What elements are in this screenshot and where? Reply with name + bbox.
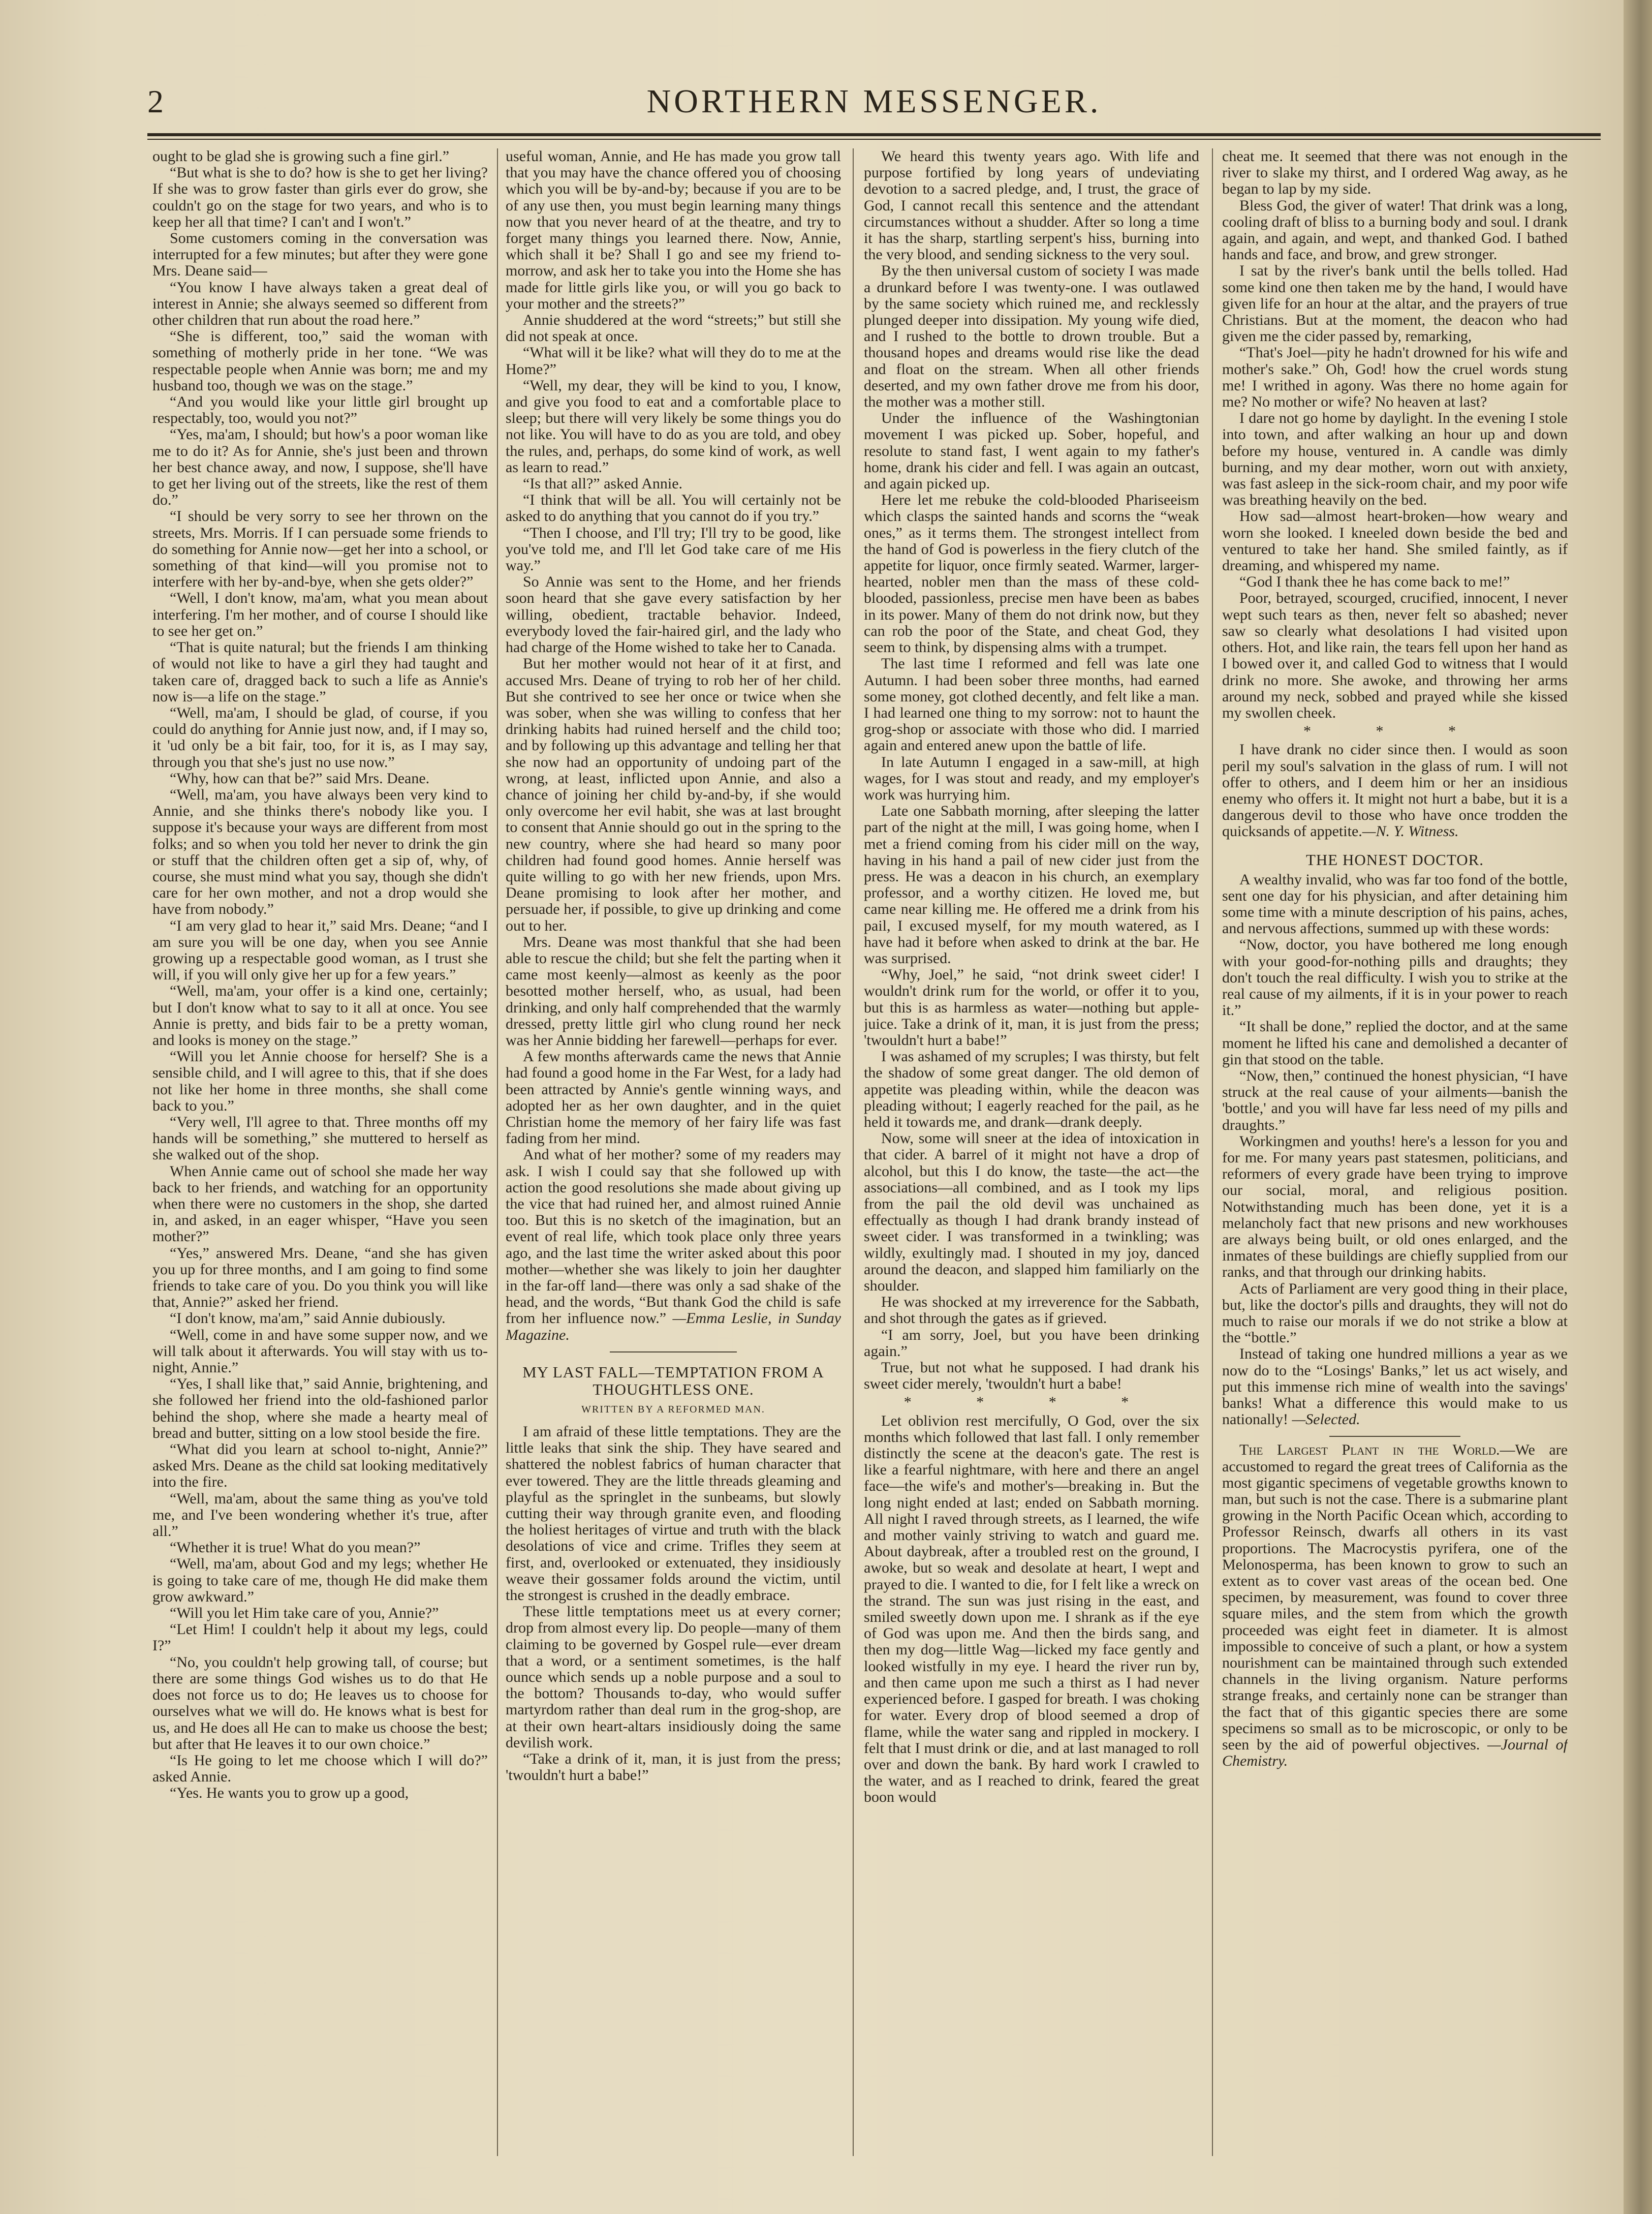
paragraph: “Well, ma'am, you have always been very kind to Annie, and she thinks there's nobody like you. I suppose it's because your ways are different from most folks; and so when you told her never to drink the gin or stuff that the children often get a sip of, why, of course, she must mind what you say, though she didn't care for her own mother, and not a drop would she have from nobody.” (152, 786, 488, 918)
column-2 (506, 148, 841, 2156)
article-title: MY LAST FALL—TEMPTATION FROM A THOUGHTLESS ONE. (522, 1363, 824, 1398)
paragraph: “And you would like your little girl brought up respectably, too, would you not?” (152, 393, 488, 427)
paragraph: He was shocked at my irreverence for the Sabbath, and shot through the gates as if grieved. (864, 1294, 1199, 1327)
paragraph: “I am very glad to hear it,” said Mrs. Deane; “and I am sure you will be one day, when you see Annie growing up a respectable good woman, as I trust she will, if you will only give her up for a few years.” (152, 917, 488, 983)
paragraph: I was ashamed of my scruples; I was thirsty, but felt the shadow of some great danger. The old demon of appetite was pleading within, while the deacon was pleading without; I eagerly reached for the pail, as he held it towards me, and drank—drank deeply. (864, 1048, 1199, 1130)
paper-title: NORTHERN MESSENGER. (646, 83, 1102, 120)
paragraph: A few months afterwards came the news that Annie had found a good home in the Far West, for a lady had been attracted by Annie's gentle winning ways, and adopted her as her own daughter, and in the quiet Christian home the memory of her fairy life was fast fading from her mind. (506, 1048, 841, 1147)
column-divider (853, 148, 854, 2156)
paragraph: Poor, betrayed, scourged, crucified, innocent, I never wept such tears as then, never felt so abashed; never saw so clearly what desolations I had visited upon others. Hot, and like rain, the tears fell upon her hand as I bowed over it, and called God to witness that I would drink no more. She awoke, and throwing her arms around my neck, sobbed and prayed while she kissed my swollen cheek. (1222, 590, 1568, 721)
paragraph: Let oblivion rest mercifully, O God, over the six months which followed that last fall. I only remember distinctly the scene at the deacon's gate. The rest is like a fearful nightmare, with here and there an angel face—the wife's and mother's—breaking in. But the long night ended at last; ended on Sabbath morning. All night I raved through streets, as I learned, the wife and mother vainly striving to watch and guard me. About daybreak, after a troubled rest on the ground, I awoke, but so weak and desolate at heart, I wept and prayed to die. I wanted to die, for I felt like a wreck on the strand. The sun was just rising in the east, and smiled sweetly down upon me. I shrank as if the eye of God was upon me. And then the birds sang, and then my dog—little Wag—licked my face gently and looked wistfully in my eye. I heard the river run by, and then came upon me such a thirst as I had never experienced before. I gasped for breath. I was choking for water. Every drop of blood seemed a drop of flame, while the water sang and rippled in mockery. I felt that I must drink or die, and at last managed to roll over and down the bank. By hard work I crawled to the water, and as I reached to drink, feared the great boon would (864, 1412, 1199, 1806)
paragraph: Bless God, the giver of water! That drink was a long, cooling draft of bliss to a burning body and soul. I drank again, and again, and wept, and thanked God. I bathed hands and face, and brow, and grew stronger. (1222, 197, 1568, 263)
paragraph: “Will you let Him take care of you, Annie?” (170, 1605, 439, 1622)
paragraph: I am afraid of these little temptations. They are the little leaks that sink the ship. They have seared and shattered the noblest fabrics of human character that ever towered. They are the little threads gleaming and playful as the springlet in the sunbeams, but slowly cutting their way through granite even, and flooding the holiest heritages of virtue and truth with the black desolations of vice and crime. Trifles they seem at first, and, overlooked or extenuated, they insidiously weave their gossamer folds around the victim, until the strongest is crushed in the deadly embrace. (506, 1423, 841, 1604)
section-break-stars: * * * * (903, 1394, 1160, 1411)
paragraph: Mrs. Deane was most thankful that she had been able to rescue the child; but she felt the parting when it came most keenly—almost as keenly as the poor besotted mother herself, who, as usual, had been drinking, and only half comprehended that the warmly dressed, pretty little girl who clung round her neck was her Annie bidding her farewell—perhaps for ever. (506, 933, 841, 1049)
paragraph: “God I thank thee he has come back to me!” (1239, 573, 1510, 591)
paragraph: “You know I have always taken a great deal of interest in Annie; she always seemed so different from other children that run about the road here.” (152, 279, 488, 329)
paragraph: Acts of Parliament are very good thing in their place, but, like the doctor's pills and draughts, they will not do much to raise our morals if we do not strike a blow at the “bottle.” (1222, 1280, 1568, 1346)
paragraph: cheat me. It seemed that there was not enough in the river to slake my thirst, and I ordered Wag away, as he began to lap by my side. (1222, 148, 1568, 198)
source-citation: —Emma Leslie, in Sunday Magazine. (506, 1310, 841, 1343)
paragraph: ought to be glad she is growing such a fine girl.” (152, 148, 450, 165)
paragraph: Now, some will sneer at the idea of intoxication in that cider. A barrel of it might not have a drop of alcohol, but this I do know, the taste—the act—the associations—all combined, and as I took my lips from the pail the old devil was unchained as effectually as though I had drank brandy instead of sweet cider. I was transformed in a twinkling; was wildly, exultingly mad. I shouted in my joy, danced around the deacon, and slapped him familiarly on the shoulder. (864, 1130, 1199, 1295)
section-rule (1329, 1436, 1460, 1437)
paragraph (1222, 1442, 1568, 1769)
paragraph: When Annie came out of school she made her way back to her friends, and watching for an opportunity when there were no customers in the shop, she darted in, and asked, in an eager whisper, “Have you seen mother?” (152, 1162, 488, 1245)
paragraph: “She is different, too,” said the woman with something of motherly pride in her tone. “We was respectable people when Annie was born; me and my husband too, though we was on the stage.” (152, 328, 488, 394)
paragraph: “Whether it is true! What do you mean?” (170, 1539, 421, 1556)
paragraph: “That's Joel—pity he hadn't drowned for his wife and mother's sake.” Oh, God! how the cruel words stung me! I writhed in agony. Was there no home again for me? No mother or wife? No heaven at last? (1222, 344, 1568, 411)
paragraph: “Take a drink of it, man, it is just from the press; 'twouldn't hurt a babe!” (506, 1750, 841, 1784)
paragraph (506, 1147, 841, 1343)
paragraph: “I am sorry, Joel, but you have been drinking again.” (864, 1326, 1199, 1360)
paragraph: useful woman, Annie, and He has made you grow tall that you may have the chance offered you of choosing which you will be by-and-by; because if you are to be of any use then, you must begin learning many things now that you never heard of at the theatre, and try to forget many things you learned there. Now, Annie, which shall it be? Shall I go and see my friend to-morrow, and ask her to take you into the Home she has made for little girls like you, or will you go back to your mother and the streets?” (506, 148, 841, 312)
paragraph: “Well, ma'am, about the same thing as you've told me, and I've been wondering whether it's true, after all.” (152, 1490, 488, 1540)
article-byline: WRITTEN BY A REFORMED MAN. (581, 1403, 765, 1415)
paragraph: “Then I choose, and I'll try; I'll try to be good, like you've told me, and I'll let God take care of me His way.” (506, 524, 841, 574)
paragraph: “Well, I don't know, ma'am, what you mean about interfering. I'm her mother, and of course I should like to see her get on.” (152, 590, 488, 639)
paragraph: True, but not what he supposed. I had drank his sweet cider merely, 'twouldn't hurt a babe! (864, 1359, 1199, 1393)
paragraph: So Annie was sent to the Home, and her friends soon heard that she gave every satisfaction by her willing, obedient, tractable behavior. Indeed, everybody loved the fair-haired girl, and the lady who had charge of the Home wished to take her to Canada. (506, 573, 841, 656)
paragraph: “No, you couldn't help growing tall, of course; but there are some things God wishes us to do that He does not force us to do; He leaves us to choose for ourselves what we will do. He knows what is best for us, and He does all He can to make us choose the best; but after that He leaves it to our own choice.” (152, 1653, 488, 1752)
paragraph: “Well, come in and have some supper now, and we will talk about it afterwards. You will stay with us to-night, Annie.” (152, 1326, 488, 1376)
paragraph: By the then universal custom of society I was made a drunkard before I was twenty-one. I was outlawed by the same society which ruined me, and recklessly plunged deeper into dissipation. My young wife died, and I rushed to the bottle to drown trouble. But a thousand hopes and dreams would rise like the dead and float on the stream. When all other friends deserted, and my own father drove me from his door, the mother was a mother still. (864, 262, 1199, 411)
paragraph: Some customers coming in the conversation was interrupted for a few minutes; but after they were gone Mrs. Deane said— (152, 230, 488, 280)
paragraph: I dare not go home by daylight. In the evening I stole into town, and after walking an hour up and down before my house, ventured in. A candle was dimly burning, and my dear mother, worn out with anxiety, was fast asleep in the sick-room chair, and my poor wife was breathing heavily on the bed. (1222, 410, 1568, 509)
column-divider (497, 148, 498, 2156)
paragraph (1222, 1346, 1568, 1428)
paragraph: We heard this twenty years ago. With life and purpose fortified by long years of undeviating devotion to a sacred pledge, and, I trust, the grace of God, I cannot recall this sentence and the attendant circumstances without a shudder. After so long a time it has the sharp, startling serpent's hiss, burning into the very blood, and sending sickness to the very soul. (864, 148, 1199, 263)
paragraph-text: I have drank no cider since then. I would as soon peril my soul's salvation in the glass of rum. I will not offer to others, and I deem him or her an insidious enemy who offers it. It might not hurt a babe, but it is a dangerous devil to those who have once trodden the quicksands of appetite. (1222, 741, 1568, 840)
paragraph: Under the influence of the Washingtonian movement I was picked up. Sober, hopeful, and resolute to stand fast, I went again to my father's home, drank his cider and fell. I was again an outcast, and again picked up. (864, 410, 1199, 493)
paragraph: “Why, how can that be?” said Mrs. Deane. (170, 770, 430, 787)
section-rule (610, 1351, 737, 1352)
paragraph-text: And what of her mother? some of my readers may ask. I wish I could say that she followed up with action the good resolutions she made about giving up the vice that had ruined her, and almost ruined Annie too. But this is no sketch of the imagination, but an event of real life, which took place only three years ago, and the last time the writer asked about this poor mother—whether she was likely to join her daughter in the far-off land—there was only a sad shake of the head, and the words, “But thank God the child is safe from her influence now.” (506, 1146, 841, 1327)
paragraph: “Will you let Annie choose for herself? She is a sensible child, and I will agree to this, that if she does not like her home in three months, she shall come back to you.” (152, 1048, 488, 1114)
paragraph: “Yes, ma'am, I should; but how's a poor woman like me to do it? As for Annie, she's just been and thrown her best chance away, and now, I suppose, she'll have to get her living out of the streets, like the rest of them do.” (152, 426, 488, 509)
page-number: 2 (147, 83, 164, 119)
paragraph-text: Instead of taking one hundred millions a year as we now do to the “Losings' Banks,” let us act wisely, and put this immense rich mine of wealth into the savings' banks! What a difference this would make to us nationally! (1222, 1345, 1568, 1428)
source-citation: —Selected. (1292, 1411, 1360, 1428)
column-1 (152, 148, 488, 2156)
paragraph: “What did you learn at school to-night, Annie?” asked Mrs. Deane as the child sat looking meditatively into the fire. (152, 1441, 488, 1491)
paragraph: “I don't know, ma'am,” said Annie dubiously. (170, 1310, 446, 1327)
column-4 (1222, 148, 1568, 2156)
paragraph: “I should be very sorry to see her thrown on the streets, Mrs. Morris. If I can persuade some friends to do something for Annie now—get her into a school, or something of that kind—will you promise not to interfere with her by-and-bye, when she gets older?” (152, 508, 488, 591)
paragraph: “Yes. He wants you to grow up a good, (170, 1785, 409, 1802)
paragraph: In late Autumn I engaged in a saw-mill, at high wages, for I was stout and ready, and my employer's work was hurrying him. (864, 753, 1199, 803)
paragraph: “It shall be done,” replied the doctor, and at the same moment he lifted his cane and demolished a decanter of gin that stood on the table. (1222, 1018, 1568, 1068)
paragraph: Here let me rebuke the cold-blooded Phariseeism which clasps the sainted hands and scorns the “weak ones,” as it terms them. The strongest intellect from the hand of God is powerless in the fiery clutch of the appetite for liquor, once firmly seated. Warmer, larger-hearted, nobler men than the mass of these cold-blooded, passionless, precise men have been as babes in its power. Many of them do not drink now, but they can rob the poor of the State, and cheat God, they seem to think, by dispensing alms with a trumpet. (864, 491, 1199, 656)
paragraph: I sat by the river's bank until the bells tolled. Had some kind one then taken me by the hand, I would have given life for an hour at the altar, and the prayers of true Christians. But at the moment, the deacon who had given me the cider passed by, remarking, (1222, 262, 1568, 345)
paragraph-text: —We are accustomed to regard the great trees of California as the most gigantic specimens of vegetable growths known to man, but such is not the case. There is a submarine plant growing in the North Pacific Ocean which, according to Professor Reinsch, dwarfs all others in its vast proportions. The Macrocystis pyrifera, one of the Melonosperma, has been known to grow to such an extent as to cover vast areas of the ocean bed. One specimen, by measurement, was found to cover three square miles, and the stem from which the growth proceeded was eight feet in diameter. It is almost impossible to conceive of such a plant, or how a system nourishment can be maintained through such extended channels in the living organism. Nature performs strange freaks, and certainly none can be stranger than the fact that of this gigantic species there are some specimens so small as to be microscopic, or only to be seen by the aid of powerful objectives. (1222, 1441, 1568, 1754)
paragraph: “Is that all?” asked Annie. (523, 475, 683, 493)
paragraph: “Why, Joel,” he said, “not drink sweet cider! I wouldn't drink rum for the world, or offer it to you, but this is as harmless as water—nothing but apple-juice. Take a drink of it, man, it is just from the press; 'twouldn't hurt a babe!” (864, 966, 1199, 1049)
paragraph: “I think that will be all. You will certainly not be asked to do anything that you cannot do if you try.” (506, 491, 841, 525)
paragraph (1222, 742, 1568, 840)
paragraph: Late one Sabbath morning, after sleeping the latter part of the night at the mill, I was going home, when I met a friend coming from his cider mill on the way, having in his hand a pail of new cider just from the press. He was a deacon in his church, an exemplary professor, and a worthy citizen. He loved me, but came near killing me. He offered me a drink from his pail, I excused myself, for my mouth watered, as I have had it before when asked to drink at the bar. He was surprised. (864, 803, 1199, 967)
column-3 (864, 148, 1199, 2156)
paragraph: “Now, then,” continued the honest physician, “I have struck at the real cause of your ailments—banish the 'bottle,' and you will have far less need of my pills and draughts.” (1222, 1067, 1568, 1133)
paragraph: “Well, ma'am, your offer is a kind one, certainly; but I don't know what to say to it all at once. You see Annie is pretty, and bids fair to be a pretty woman, and looks is money on the stage.” (152, 982, 488, 1049)
section-break-stars: * * * (1303, 723, 1486, 740)
paragraph: “Yes, I shall like that,” said Annie, brightening, and she followed her friend into the old-fashioned parlor behind the shop, where she made a hearty meal of bread and butter, sitting on a low stool beside the fire. (152, 1375, 488, 1441)
paragraph: “Is He going to let me choose which I will do?” asked Annie. (152, 1751, 488, 1786)
paragraph: “But what is she to do? how is she to get her living? If she was to grow faster than girls ever do grow, she couldn't go on the stage for two years, and who is to keep her all that time? I can't and I won't.” (152, 164, 488, 230)
paragraph: “Let Him! I couldn't help it about my legs, could I?” (152, 1621, 488, 1654)
source-citation: —N. Y. Witness. (1362, 823, 1459, 840)
paragraph: “Yes,” answered Mrs. Deane, “and she has given you up for three months, and I am going to find some friends to take care of you. Do you think you will like that, Annie?” asked her friend. (152, 1244, 488, 1311)
paragraph: “Well, ma'am, I should be glad, of course, if you could do anything for Annie just now, and, if I may so, it 'ud only be a bit fair, too, for it is, as I may say, through you that she's just no use now.” (152, 704, 488, 771)
paragraph: “Well, my dear, they will be kind to you, I know, and give you food to eat and a comfortable place to sleep; but there will very likely be some things you do not like. You will have to do as you are told, and obey the rules, and, perhaps, do some kind of work, as well as learn to read.” (506, 377, 841, 476)
paragraph: But her mother would not hear of it at first, and accused Mrs. Deane of trying to rob her of her child. But she contrived to see her once or twice when she was sober, when she was willing to confess that her drinking habits had ruined herself and the child too; and by following up this advantage and telling her that she now had an opportunity of undoing part of the wrong, at least, inflicted upon Annie, and also a chance of joining her child by-and-by, if she would only overcome her evil habit, she was at last brought to consent that Annie should go out in the spring to the new country, where she had heard so many poor children had found good homes. Annie herself was quite willing to go with her new friends, upon Mrs. Deane promising to look after her mother, and persuade her, if possible, to give up drinking and come out to her. (506, 655, 841, 934)
source-citation: —Journal of Chemistry. (1222, 1736, 1568, 1770)
paragraph: These little temptations meet us at every corner; drop from almost every lip. Do people—many of them claiming to be governed by Gospel rule—ever dream that a word, or a sentiment sometimes, is the half ounce which sends up a noble purpose and a soul to the bottom? Thousands to-day, who would suffer martyrdom rather than deal rum in the grog-shop, are at their own heart-altars insidiously doing the same devilish work. (506, 1603, 841, 1751)
paragraph: The last time I reformed and fell was late one Autumn. I had been sober three months, had earned some money, got clothed decently, and felt like a man. I had learned one thing to my sorrow: not to haunt the grog-shop or associate with those who did. I married again and entered anew upon the battle of life. (864, 655, 1199, 754)
column-divider (1212, 148, 1213, 2156)
paragraph: “What will it be like? what will they do to me at the Home?” (506, 344, 841, 378)
article-title: THE HONEST DOCTOR. (1305, 850, 1484, 869)
paragraph: “That is quite natural; but the friends I am thinking of would not like to have a girl they had taught and taken care of, dragged back to such a life as Annie's now is—a life on the stage.” (152, 639, 488, 705)
paragraph: Annie shuddered at the word “streets;” but still she did not speak at once. (506, 312, 841, 345)
page-gutter-shadow (1624, 0, 1652, 2214)
paragraph: “Now, doctor, you have bothered me long enough with your good-for-nothing pills and draughts; they don't touch the real difficulty. I wish you to strike at the real cause of my ailments, if it is in your power to reach it.” (1222, 936, 1568, 1019)
paragraph: “Well, ma'am, about God and my legs; whether He is going to take care of me, though He did make them grow awkward.” (152, 1555, 488, 1605)
paragraph: A wealthy invalid, who was far too fond of the bottle, sent one day for his physician, and after detaining him some time with a minute description of his pains, aches, and nervous affections, summed up with these words: (1222, 871, 1568, 937)
paragraph: “Very well, I'll agree to that. Three months off my hands will be something,” she muttered to herself as she walked out of the shop. (152, 1113, 488, 1163)
masthead-rule (147, 133, 1601, 140)
paragraph: Workingmen and youths! here's a lesson for you and for me. For many years past statesmen, politicians, and reformers of every grade have been trying to improve our social, moral, and religious position. Notwithstanding much has been done, yet it is a melancholy fact that new prisons and new workhouses are always being built, or old ones enlarged, and the inmates of these buildings are chiefly supplied from our ranks, and that through our drinking habits. (1222, 1132, 1568, 1281)
masthead (147, 79, 1601, 135)
item-lede: The Largest Plant in the World. (1239, 1441, 1500, 1459)
paragraph: How sad—almost heart-broken—how weary and worn she looked. I kneeled down beside the bed and ventured to take her hand. She smiled faintly, as if dreaming, and whispered my name. (1222, 508, 1568, 574)
